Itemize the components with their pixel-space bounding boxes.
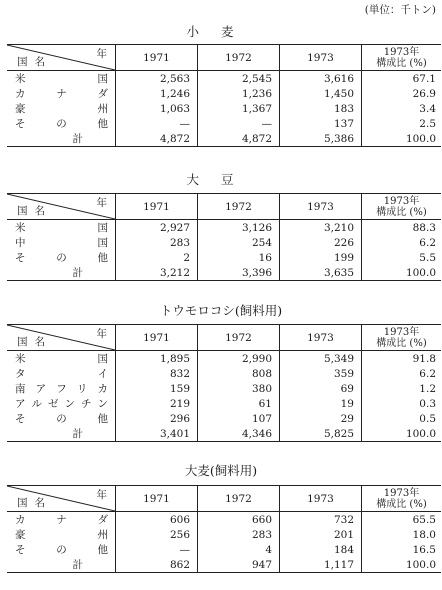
value-cell-1971: 2,563 xyxy=(116,71,198,87)
ratio-cell: 0.5 xyxy=(419,412,436,425)
header-country-label: 国名 xyxy=(17,56,52,68)
table-row xyxy=(7,220,441,236)
value-cell-1973: 1,450 xyxy=(280,86,362,101)
table-row xyxy=(7,527,441,542)
country-name: 計 xyxy=(72,133,83,145)
ratio-cell: 6.2 xyxy=(419,367,436,380)
value-cell-1972: 380 xyxy=(198,381,280,396)
value-cell-1972: 2,990 xyxy=(198,351,280,367)
header-year-1973: 1973 xyxy=(280,45,362,71)
header-ratio-cell xyxy=(362,45,442,71)
table-row xyxy=(7,411,441,426)
value-cell-1973: 184 xyxy=(280,542,362,557)
country-cell xyxy=(7,220,116,236)
ratio-cell: 88.3 xyxy=(412,221,436,234)
import-table xyxy=(7,193,441,281)
ratio-cell: 26.9 xyxy=(412,87,436,100)
value-cell-1972: 254 xyxy=(198,235,280,250)
value-cell-1972: 107 xyxy=(198,411,280,426)
header-ratio-line1: 1973年 xyxy=(383,326,420,338)
country-name: 米 国 xyxy=(15,73,108,85)
header-ratio-line2: 構成比 (%) xyxy=(376,337,427,349)
value-cell-1973: 1,117 xyxy=(280,557,362,573)
header-ratio-cell xyxy=(362,325,442,351)
ratio-cell: 100.0 xyxy=(362,265,442,281)
country-name: 計 xyxy=(72,267,83,279)
table-row xyxy=(7,250,441,265)
country-name: 米 国 xyxy=(15,222,108,234)
header-ratio xyxy=(362,47,441,69)
header-year-label: 年 xyxy=(96,48,107,60)
table-row xyxy=(7,86,441,101)
country-cell xyxy=(7,235,116,250)
value-cell-1971: 1,246 xyxy=(116,86,198,101)
table-row xyxy=(7,351,441,367)
header-country-label: 国名 xyxy=(17,497,52,509)
header-year-1972: 1972 xyxy=(198,194,280,220)
value-cell-1973: 359 xyxy=(280,366,362,381)
value-cell-1971: 296 xyxy=(116,411,198,426)
header-ratio-line2: 構成比 (%) xyxy=(376,498,427,510)
value-cell-1973: 201 xyxy=(280,527,362,542)
import-table xyxy=(7,44,441,147)
value-cell-1972: 4 xyxy=(198,542,280,557)
ratio-cell: 18.0 xyxy=(412,528,436,541)
header-year-1973: 1973 xyxy=(280,486,362,512)
ratio-cell: 1.2 xyxy=(419,382,436,395)
value-cell-1972: 660 xyxy=(198,512,280,528)
table-header-row xyxy=(7,325,441,351)
ratio-cell: 100.0 xyxy=(362,557,442,573)
country-cell xyxy=(7,557,116,573)
section-title: 大豆 xyxy=(186,172,256,187)
country-name: 計 xyxy=(72,559,83,571)
header-year-1971: 1971 xyxy=(116,45,198,71)
section-title: 小麦 xyxy=(186,24,256,39)
country-cell xyxy=(7,411,116,426)
ratio-cell: 67.1 xyxy=(412,72,436,85)
value-cell-1972: 2,545 xyxy=(198,71,280,87)
header-ratio xyxy=(362,327,441,349)
header-corner-cell xyxy=(7,45,116,71)
country-name: ア ル ゼ ン チ ン xyxy=(15,398,108,410)
country-cell xyxy=(7,542,116,557)
value-cell-1972: 947 xyxy=(198,557,280,573)
value-cell-1972: 61 xyxy=(198,396,280,411)
value-cell-1973: 732 xyxy=(280,512,362,528)
country-cell xyxy=(7,250,116,265)
country-name: カ ナ ダ xyxy=(15,514,108,526)
section-title: トウモロコシ(飼料用) xyxy=(159,303,283,318)
header-year-label: 年 xyxy=(96,328,107,340)
ratio-cell: 3.4 xyxy=(419,102,436,115)
header-year-1972: 1972 xyxy=(198,325,280,351)
header-corner xyxy=(7,45,115,70)
header-ratio-cell xyxy=(362,486,442,512)
country-cell xyxy=(7,527,116,542)
ratio-cell: 2.5 xyxy=(419,117,436,130)
value-cell-1972: 16 xyxy=(198,250,280,265)
value-cell-1971: 159 xyxy=(116,381,198,396)
value-cell-1971: 219 xyxy=(116,396,198,411)
value-cell-1971: 606 xyxy=(116,512,198,528)
value-cell-1972: 808 xyxy=(198,366,280,381)
country-name: そ の 他 xyxy=(15,544,108,556)
total-row xyxy=(7,265,441,281)
value-cell-1973: 19 xyxy=(280,396,362,411)
header-country-label: 国名 xyxy=(17,336,52,348)
ratio-cell: 5.5 xyxy=(419,251,436,264)
value-cell-1973: 3,616 xyxy=(280,71,362,87)
header-corner-cell xyxy=(7,486,116,512)
value-cell-1972: 3,126 xyxy=(198,220,280,236)
value-cell-1971: 1,895 xyxy=(116,351,198,367)
country-name: 米 国 xyxy=(15,353,108,365)
value-cell-1973: 3,635 xyxy=(280,265,362,281)
header-ratio xyxy=(362,488,441,510)
header-year-label: 年 xyxy=(96,489,107,501)
country-name: 豪 州 xyxy=(15,529,108,541)
table-row xyxy=(7,512,441,528)
country-cell xyxy=(7,351,116,367)
country-cell xyxy=(7,426,116,442)
value-cell-1972: 4,346 xyxy=(198,426,280,442)
header-year-1973: 1973 xyxy=(280,325,362,351)
country-cell xyxy=(7,131,116,147)
value-cell-1973: 69 xyxy=(280,381,362,396)
table-row xyxy=(7,235,441,250)
header-corner xyxy=(7,325,115,350)
value-cell-1972: 1,367 xyxy=(198,101,280,116)
value-cell-1972: — xyxy=(198,116,280,131)
value-cell-1971: 4,872 xyxy=(116,131,198,147)
value-cell-1972: 4,872 xyxy=(198,131,280,147)
country-cell xyxy=(7,396,116,411)
header-ratio-line2: 構成比 (%) xyxy=(376,57,427,69)
ratio-cell: 6.2 xyxy=(419,236,436,249)
header-ratio-cell xyxy=(362,194,442,220)
value-cell-1973: 137 xyxy=(280,116,362,131)
value-cell-1973: 5,825 xyxy=(280,426,362,442)
header-year-1972: 1972 xyxy=(198,45,280,71)
country-cell xyxy=(7,512,116,528)
unit-label: (単位：千トン) xyxy=(364,4,436,16)
ratio-cell: 65.5 xyxy=(412,513,436,526)
table-header-row xyxy=(7,194,441,220)
value-cell-1971: 2 xyxy=(116,250,198,265)
value-cell-1973: 29 xyxy=(280,411,362,426)
import-table xyxy=(7,485,441,573)
header-corner-cell xyxy=(7,325,116,351)
value-cell-1971: 832 xyxy=(116,366,198,381)
value-cell-1973: 183 xyxy=(280,101,362,116)
country-name: タ イ xyxy=(15,368,108,380)
header-corner xyxy=(7,486,115,511)
country-cell xyxy=(7,381,116,396)
header-corner-cell xyxy=(7,194,116,220)
value-cell-1971: 3,401 xyxy=(116,426,198,442)
table-row xyxy=(7,366,441,381)
country-name: 計 xyxy=(72,428,83,440)
value-cell-1971: 862 xyxy=(116,557,198,573)
country-name: 豪 州 xyxy=(15,103,108,115)
value-cell-1971: — xyxy=(116,542,198,557)
value-cell-1973: 5,349 xyxy=(280,351,362,367)
total-row xyxy=(7,131,441,147)
value-cell-1973: 5,386 xyxy=(280,131,362,147)
table-row xyxy=(7,116,441,131)
header-ratio-line1: 1973年 xyxy=(383,195,420,207)
value-cell-1972: 283 xyxy=(198,527,280,542)
value-cell-1971: — xyxy=(116,116,198,131)
value-cell-1972: 3,396 xyxy=(198,265,280,281)
table-row xyxy=(7,71,441,87)
country-cell xyxy=(7,116,116,131)
table-row xyxy=(7,101,441,116)
value-cell-1971: 256 xyxy=(116,527,198,542)
country-name: カ ナ ダ xyxy=(15,88,108,100)
section-title: 大麦(飼料用) xyxy=(184,463,258,478)
ratio-cell: 100.0 xyxy=(362,426,442,442)
country-cell xyxy=(7,366,116,381)
value-cell-1973: 199 xyxy=(280,250,362,265)
country-cell xyxy=(7,101,116,116)
header-year-1971: 1971 xyxy=(116,194,198,220)
value-cell-1971: 2,927 xyxy=(116,220,198,236)
header-year-1971: 1971 xyxy=(116,325,198,351)
header-corner xyxy=(7,194,115,219)
table-row xyxy=(7,396,441,411)
ratio-cell: 0.3 xyxy=(419,397,436,410)
header-ratio-line2: 構成比 (%) xyxy=(376,206,427,218)
ratio-cell: 16.5 xyxy=(412,543,436,556)
ratio-cell: 91.8 xyxy=(412,352,436,365)
total-row xyxy=(7,426,441,442)
table-header-row xyxy=(7,486,441,512)
header-ratio-line1: 1973年 xyxy=(383,487,420,499)
header-country-label: 国名 xyxy=(17,205,52,217)
value-cell-1971: 283 xyxy=(116,235,198,250)
table-header-row xyxy=(7,45,441,71)
country-name: そ の 他 xyxy=(15,118,108,130)
header-year-1972: 1972 xyxy=(198,486,280,512)
country-name: そ の 他 xyxy=(15,252,108,264)
total-row xyxy=(7,557,441,573)
header-ratio-line1: 1973年 xyxy=(383,46,420,58)
country-name: 中 国 xyxy=(15,237,108,249)
country-name: そ の 他 xyxy=(15,413,108,425)
header-year-1971: 1971 xyxy=(116,486,198,512)
country-name: 南 ア フ リ カ xyxy=(15,383,108,395)
value-cell-1972: 1,236 xyxy=(198,86,280,101)
table-row xyxy=(7,542,441,557)
header-ratio xyxy=(362,196,441,218)
ratio-cell: 100.0 xyxy=(362,131,442,147)
value-cell-1971: 1,063 xyxy=(116,101,198,116)
import-table xyxy=(7,324,441,442)
table-row xyxy=(7,381,441,396)
value-cell-1973: 226 xyxy=(280,235,362,250)
header-year-1973: 1973 xyxy=(280,194,362,220)
country-cell xyxy=(7,86,116,101)
value-cell-1971: 3,212 xyxy=(116,265,198,281)
value-cell-1973: 3,210 xyxy=(280,220,362,236)
country-cell xyxy=(7,265,116,281)
country-cell xyxy=(7,71,116,87)
header-year-label: 年 xyxy=(96,197,107,209)
